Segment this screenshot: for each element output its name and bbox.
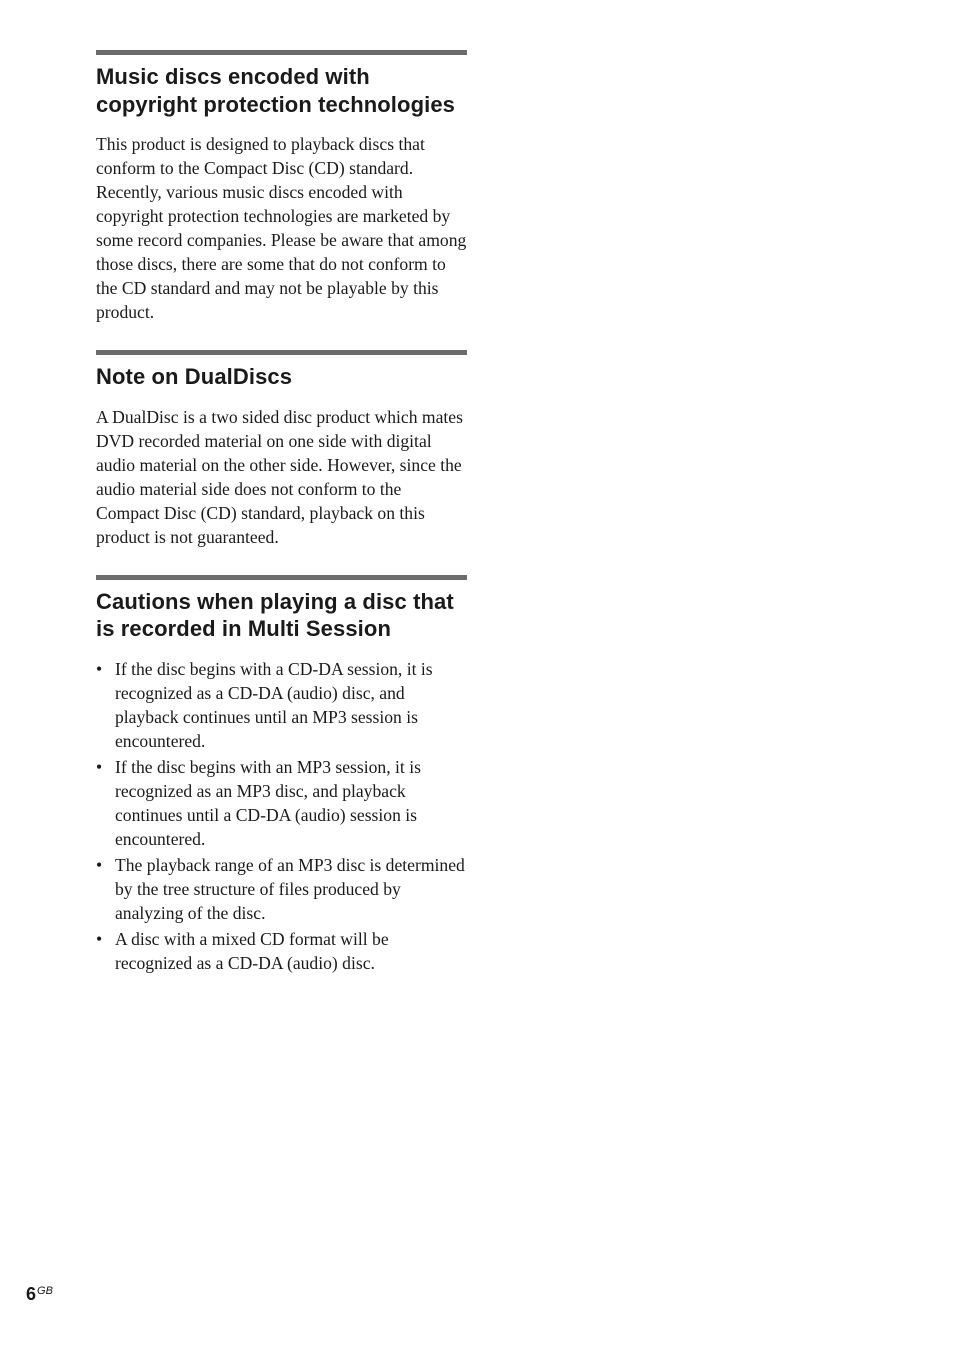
bullet-icon: •: [96, 854, 103, 875]
section-dualdiscs: [96, 350, 467, 549]
bullet-icon: •: [96, 658, 103, 679]
section-heading: Note on DualDiscs: [96, 364, 293, 389]
list-item-text: If the disc begins with an MP3 session, it is recognized as an MP3 disc, and playback continues until a CD-DA (audio) session is encountered.: [115, 756, 421, 849]
list-item: [96, 755, 467, 851]
list-item: [96, 657, 467, 753]
page-number-suffix: GB: [37, 1285, 53, 1297]
section-body: This product is designed to playback discs that conform to the Compact Disc (CD) standard. Recently, various music discs encoded with copyright protection technologies are marketed by some record companies. Please be aware that among those discs, there are some that do not conform to the CD standard and may not be playable by this product.: [96, 134, 467, 322]
bullet-icon: •: [96, 756, 103, 777]
section-copyright-discs: [96, 50, 467, 324]
section-rule: [96, 575, 467, 580]
bullet-list: [96, 657, 467, 975]
bullet-icon: •: [96, 928, 103, 949]
section-rule: [96, 350, 467, 355]
section-body: A DualDisc is a two sided disc product which mates DVD recorded material on one side with digital audio material on the other side. However, since the audio material side does not conform to the Compact Disc (CD) standard, playback on this product is not guaranteed.: [96, 406, 463, 547]
page-number: [26, 1281, 53, 1304]
list-item-text: The playback range of an MP3 disc is determined by the tree structure of files produced by analyzing of the disc.: [115, 854, 465, 923]
section-multi-session: [96, 575, 467, 975]
list-item: [96, 927, 467, 975]
list-item-text: A disc with a mixed CD format will be recognized as a CD-DA (audio) disc.: [115, 928, 389, 973]
section-heading: Cautions when playing a disc that is recorded in Multi Session: [96, 588, 454, 641]
content-column: [96, 50, 467, 1001]
section-heading: Music discs encoded with copyright protection technologies: [96, 64, 455, 117]
section-rule: [96, 50, 467, 55]
page-number-value: 6: [26, 1284, 37, 1304]
list-item: [96, 853, 467, 925]
list-item-text: If the disc begins with a CD-DA session, it is recognized as a CD-DA (audio) disc, and playback continues until an MP3 session is encountered.: [115, 658, 433, 751]
